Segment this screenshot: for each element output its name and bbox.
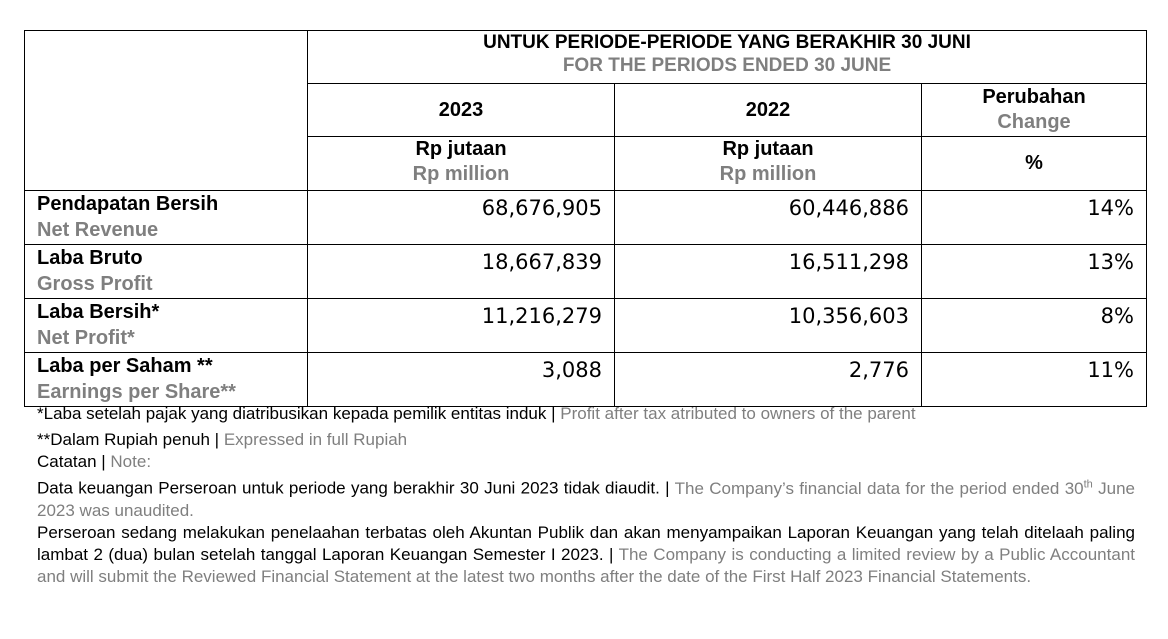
note-heading-en: Note: xyxy=(110,452,152,471)
row-label xyxy=(25,245,308,299)
note-unaudited-en-a: The Company’s financial data for the period ended 30 xyxy=(674,478,1084,498)
change-header xyxy=(922,84,1147,137)
unit-label-id: Rp jutaan xyxy=(415,138,507,160)
unit-label-en: Rp million xyxy=(412,163,510,185)
note-heading-id: Catatan | xyxy=(37,452,111,471)
row-label-en: Gross Profit xyxy=(37,273,153,295)
note-unaudited-en-b: June 2023 was unaudited. xyxy=(37,478,1135,520)
value-2023: 68,676,905 xyxy=(308,191,615,245)
row-label xyxy=(25,191,308,245)
period-title-en: FOR THE PERIODS ENDED 30 JUNE xyxy=(562,55,892,76)
footnote-net-profit-en: Profit after tax atributed to owners of the parent xyxy=(560,404,916,423)
note-unaudited-id: Data keuangan Perseroan untuk periode yang berakhir 30 Juni 2023 tidak diaudit. | xyxy=(37,478,675,498)
table-row xyxy=(25,191,1147,245)
note-review xyxy=(37,522,1135,588)
table-row xyxy=(25,353,1147,407)
change-value: 11% xyxy=(922,353,1147,407)
footnote-eps xyxy=(37,429,1135,451)
value-2023: 18,667,839 xyxy=(308,245,615,299)
value-2022: 2,776 xyxy=(615,353,922,407)
change-value: 13% xyxy=(922,245,1147,299)
percent-header: % xyxy=(922,137,1147,191)
row-label-en: Earnings per Share** xyxy=(37,381,236,403)
row-label-en: Net Profit* xyxy=(37,327,135,349)
value-2022: 10,356,603 xyxy=(615,299,922,353)
period-header xyxy=(308,31,1147,84)
ordinal-suffix: th xyxy=(1083,478,1093,490)
row-label-id: Laba Bersih* xyxy=(37,301,160,323)
unit-2023 xyxy=(308,137,615,191)
row-label xyxy=(25,299,308,353)
value-2023: 11,216,279 xyxy=(308,299,615,353)
table-row xyxy=(25,245,1147,299)
note-heading xyxy=(37,451,1135,473)
footnote-net-profit-id: *Laba setelah pajak yang diatribusikan kepada pemilik entitas induk | xyxy=(37,404,561,423)
unit-label-en: Rp million xyxy=(719,163,817,185)
value-2022: 16,511,298 xyxy=(615,245,922,299)
change-label-id: Perubahan xyxy=(982,86,1086,108)
change-label-en: Change xyxy=(997,111,1071,133)
note-review-en: The Company is conducting a limited review by a Public Accountant and will submit the Reviewed Financial Statement at the latest two months after the date of the First Half 2023 Financial Statements. xyxy=(37,544,1135,586)
change-value: 14% xyxy=(922,191,1147,245)
financial-table xyxy=(24,30,1147,407)
year-2023-header: 2023 xyxy=(308,84,615,137)
unit-label-id: Rp jutaan xyxy=(722,138,814,160)
footnotes xyxy=(37,403,1135,588)
note-unaudited xyxy=(37,473,1135,522)
footnote-net-profit xyxy=(37,403,1135,425)
row-label-en: Net Revenue xyxy=(37,219,159,241)
row-label-id: Laba per Saham ** xyxy=(37,355,213,377)
period-title-id: UNTUK PERIODE-PERIODE YANG BERAKHIR 30 JUNI xyxy=(483,32,971,53)
value-2022: 60,446,886 xyxy=(615,191,922,245)
footnote-eps-en: Expressed in full Rupiah xyxy=(223,430,408,449)
empty-header-cell xyxy=(25,31,308,191)
unit-2022 xyxy=(615,137,922,191)
note-review-id: Perseroan sedang melakukan penelaahan terbatas oleh Akuntan Publik dan akan menyampaikan Laporan Keuangan yang telah ditelaah paling lambat 2 (dua) bulan setelah tanggal Laporan Keuangan Semester I 2023. | xyxy=(37,522,1135,564)
change-value: 8% xyxy=(922,299,1147,353)
value-2023: 3,088 xyxy=(308,353,615,407)
row-label-id: Laba Bruto xyxy=(37,247,143,269)
table-row xyxy=(25,299,1147,353)
row-label-id: Pendapatan Bersih xyxy=(37,193,219,215)
footnote-eps-id: **Dalam Rupiah penuh | xyxy=(37,430,224,449)
row-label xyxy=(25,353,308,407)
year-2022-header: 2022 xyxy=(615,84,922,137)
